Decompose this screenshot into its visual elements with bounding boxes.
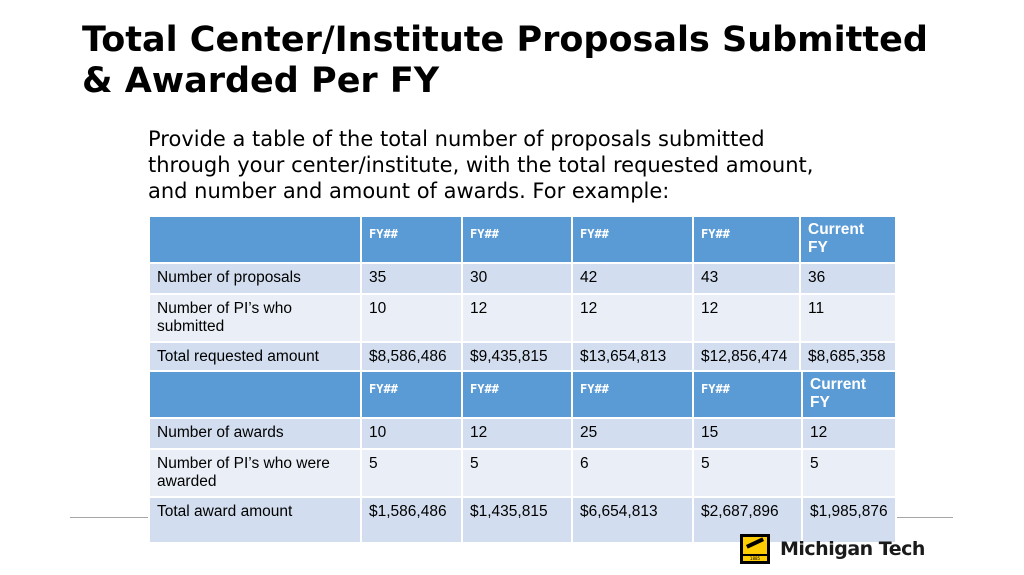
husky-logo-icon (740, 534, 770, 564)
table-cell: 30 (462, 263, 572, 294)
header-cell-fy: FY## (693, 216, 800, 263)
table-cell: 5 (361, 449, 462, 497)
table-cell: 10 (361, 294, 462, 342)
footer-divider-right (893, 517, 953, 518)
table-cell: 5 (693, 449, 802, 497)
table-cell: 5 (462, 449, 572, 497)
body-line-2: through your center/institute, with the total requested amount, (148, 153, 814, 177)
table-cell: $13,654,813 (572, 342, 693, 378)
table-cell: 36 (800, 263, 896, 294)
awards-table (148, 370, 897, 544)
logo-year: 1885 (743, 556, 767, 561)
table-cell: 12 (802, 418, 896, 449)
table-header-row (149, 371, 896, 418)
table-cell: 11 (800, 294, 896, 342)
clipped-value: $12,856,474 (701, 348, 788, 365)
table-cell: $9,435,815 (462, 342, 572, 378)
row-label: Number of awards (149, 418, 361, 449)
header-cell-fy: FY## (462, 216, 572, 263)
header-cell-label (149, 371, 361, 418)
footer-divider-left (70, 517, 150, 518)
body-line-1: Provide a table of the total number of proposals submitted (148, 127, 765, 151)
table-cell: 12 (462, 418, 572, 449)
table-cell: 12 (462, 294, 572, 342)
table-cell: 43 (693, 263, 800, 294)
table-cell: 12 (572, 294, 693, 342)
table-row (149, 263, 896, 294)
row-label: Number of PI’s who submitted (149, 294, 361, 342)
header-cell-current-fy: Current FY (800, 216, 896, 263)
table-row (149, 418, 896, 449)
table-cell: 5 (802, 449, 896, 497)
row-label: Number of PI’s who were awarded (149, 449, 361, 497)
header-cell-current-fy: Current FY (802, 371, 896, 418)
table-cell: $1,985,876 (802, 497, 896, 543)
row-label: Number of proposals (149, 263, 361, 294)
table-cell: $1,435,815 (462, 497, 572, 543)
table-cell: $8,586,486 (361, 342, 462, 378)
table-header-row (149, 216, 896, 263)
slide-title-line-1: Total Center/Institute Proposals Submitted (82, 20, 928, 60)
header-cell-fy: FY## (572, 371, 693, 418)
header-cell-fy: FY## (693, 371, 802, 418)
clipped-value: $8,685,358 (808, 348, 886, 365)
header-cell-fy: FY## (361, 371, 462, 418)
slide-body-text (148, 126, 878, 204)
table-cell: 25 (572, 418, 693, 449)
row-label: Total requested amount (149, 342, 361, 378)
body-line-3: and number and amount of awards. For example: (148, 179, 670, 203)
table-row (149, 294, 896, 342)
proposals-table (148, 215, 897, 379)
table-cell: 10 (361, 418, 462, 449)
table-cell: $2,687,896 (693, 497, 802, 543)
slide-title (82, 20, 982, 102)
header-cell-fy: FY## (572, 216, 693, 263)
table-cell: 42 (572, 263, 693, 294)
table-cell: 15 (693, 418, 802, 449)
row-label: Total award amount (149, 497, 361, 543)
michigan-tech-logo (740, 533, 925, 565)
table-cell: $6,654,813 (572, 497, 693, 543)
table-row (149, 449, 896, 497)
table-cell: 35 (361, 263, 462, 294)
header-cell-fy: FY## (462, 371, 572, 418)
table-cell: 12 (693, 294, 800, 342)
header-cell-label (149, 216, 361, 263)
slide-title-line-2: & Awarded Per FY (82, 61, 440, 101)
table-cell: $1,586,486 (361, 497, 462, 543)
logo-wordmark: Michigan Tech (780, 538, 925, 560)
header-cell-fy: FY## (361, 216, 462, 263)
table-cell: 6 (572, 449, 693, 497)
